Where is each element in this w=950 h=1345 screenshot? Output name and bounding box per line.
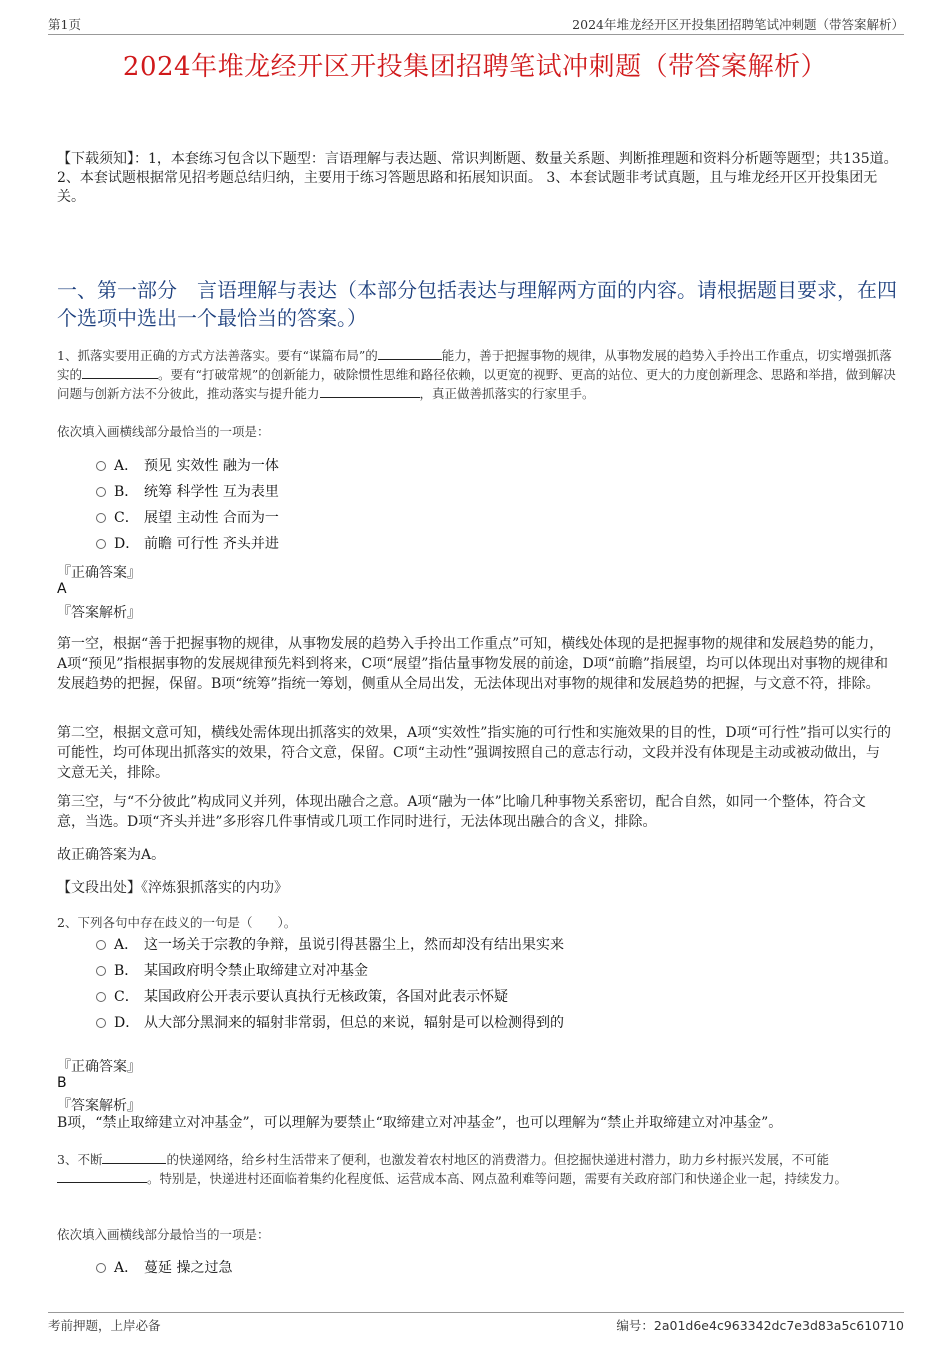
page-header xyxy=(48,14,904,35)
question-2-option-d[interactable]: D． 从大部分黑洞来的辐射非常弱，但总的来说，辐射是可以检测得到的 xyxy=(96,1013,564,1033)
question-2-option-b[interactable]: B． 某国政府明令禁止取缔建立对冲基金 xyxy=(96,961,368,981)
analysis-paragraph: 第一空，根据“善于把握事物的规律，从事物发展的趋势入手拎出工作重点”可知，横线处体现的是把握事物的规律和发展趋势的能力，A项“预见”指根据事物的发展规律预先料到将来，C项“展望”指估量事物发展的前途，D项“前瞻”指展望，均可以体现出对事物的规律和发展趋势的把握，保留。B项“统筹”指统一筹划，侧重从全局出发，无法体现出对事物的规律和发展趋势的把握，与文意不符，排除。 xyxy=(57,636,888,692)
analysis-conclusion: 故正确答案为A。 xyxy=(57,847,166,863)
radio-icon[interactable] xyxy=(96,513,106,523)
question-2-option-a[interactable]: A． 这一场关于宗教的争辩，虽说引得甚嚣尘上，然而却没有结出果实来 xyxy=(96,935,564,955)
passage-source: 【文段出处】《淬炼狠抓落实的内功》 xyxy=(57,880,288,896)
page-title: 2024年堆龙经开区开投集团招聘笔试冲刺题（带答案解析） xyxy=(122,52,828,82)
section-heading: 一、第一部分 言语理解与表达（本部分包括表达与理解两方面的内容。请根据题目要求，在四个选项中选出一个最恰当的答案。） xyxy=(57,278,897,330)
analysis-label: 『答案解析』 xyxy=(57,1098,141,1114)
analysis-paragraph: 第二空，根据文意可知，横线处需体现出抓落实的效果，A项“实效性”指实施的可行性和实施效果的目的性，D项“可行性”指可以实行的可能性，均可体现出抓落实的效果，符合文意，保留。C项“主动性”强调按照自己的意志行动，文段并没有体现是主动或被动做出，与文意无关，排除。 xyxy=(57,725,891,781)
question-1-option-a[interactable]: A． 预见 实效性 融为一体 xyxy=(96,456,279,476)
footer-slogan: 考前押题，上岸必备 xyxy=(48,1318,161,1333)
header-doc-title: 2024年堆龙经开区开投集团招聘笔试冲刺题（带答案解析） xyxy=(572,17,904,32)
blank xyxy=(320,385,420,398)
question-1-option-b[interactable]: B． 统筹 科学性 互为表里 xyxy=(96,482,279,502)
question-3-prompt: 依次填入画横线部分最恰当的一项是： xyxy=(57,1227,270,1242)
radio-icon[interactable] xyxy=(96,992,106,1002)
blank xyxy=(82,366,158,379)
correct-answer: B xyxy=(57,1075,67,1091)
radio-icon[interactable] xyxy=(96,1263,106,1273)
page-footer xyxy=(48,1312,904,1335)
question-2-option-c[interactable]: C． 某国政府公开表示要认真执行无核政策，各国对此表示怀疑 xyxy=(96,987,508,1007)
radio-icon[interactable] xyxy=(96,1018,106,1028)
radio-icon[interactable] xyxy=(96,539,106,549)
question-3-text: 3、不断 的快递网络，给乡村生活带来了便利，也激发着农村地区的消费潜力。但挖掘快递进村潜力，助力乡村振兴发展，不可能。特别是，快递进村还面临着集约化程度低、运营成本高、网点盈利难等问题，需要有关政府部门和快递企业一起，持续发力。 xyxy=(57,1152,848,1186)
question-1-text: 1、抓落实要用正确的方式方法善落实。要有“谋篇布局”的 能力，善于把握事物的规律，从事物发展的趋势入手拎出工作重点，切实增强抓落实的 。要有“打破常规”的创新能力，破除惯性思维和路径依赖，以更宽的视野、更高的站位、更大的力度创新理念、思路和举措，做到解决问题与创新方法不分彼此，推动落实与提升能力 ，真正做善抓落实的行家里手。 xyxy=(57,348,896,401)
radio-icon[interactable] xyxy=(96,940,106,950)
blank xyxy=(102,1151,166,1164)
analysis-paragraph: B项，“禁止取缔建立对冲基金”，可以理解为要禁止“取缔建立对冲基金”，也可以理解为“禁止并取缔建立对冲基金”。 xyxy=(57,1115,783,1131)
correct-answer: A xyxy=(57,581,67,597)
analysis-label: 『答案解析』 xyxy=(57,605,141,621)
radio-icon[interactable] xyxy=(96,461,106,471)
radio-icon[interactable] xyxy=(96,966,106,976)
correct-answer-label: 『正确答案』 xyxy=(57,1059,141,1075)
download-notice: 【下载须知】：1，本套练习包含以下题型：言语理解与表达题、常识判断题、数量关系题、判断推理题和资料分析题等题型；共135道。 2、本套试题根据常见招考题总结归纳，主要用于练习答题思路和拓展知识面。 3、本套试题非考试真题，且与堆龙经开区开投集团无关。 xyxy=(57,151,898,205)
question-1-prompt: 依次填入画横线部分最恰当的一项是： xyxy=(57,424,270,439)
analysis-paragraph: 第三空，与“不分彼此”构成同义并列，体现出融合之意。A项“融为一体”比喻几种事物关系密切，配合自然，如同一个整体，符合文意，当选。D项“齐头并进”多形容几件事情或几项工作同时进行，无法体现出融合的含义，排除。 xyxy=(57,794,866,830)
question-1-option-c[interactable]: C． 展望 主动性 合而为一 xyxy=(96,508,279,528)
blank xyxy=(57,1170,147,1183)
correct-answer-label: 『正确答案』 xyxy=(57,565,141,581)
page-number: 第1页 xyxy=(48,17,81,32)
question-2-text: 2、下列各句中存在歧义的一句是（ ）。 xyxy=(57,915,297,930)
blank xyxy=(378,347,442,360)
question-3-option-a[interactable]: A． 蔓延 操之过急 xyxy=(96,1258,232,1278)
radio-icon[interactable] xyxy=(96,487,106,497)
document-code: 编号：2a01d6e4c963342dc7e3d83a5c610710 xyxy=(616,1318,904,1333)
question-1-option-d[interactable]: D． 前瞻 可行性 齐头并进 xyxy=(96,534,279,554)
